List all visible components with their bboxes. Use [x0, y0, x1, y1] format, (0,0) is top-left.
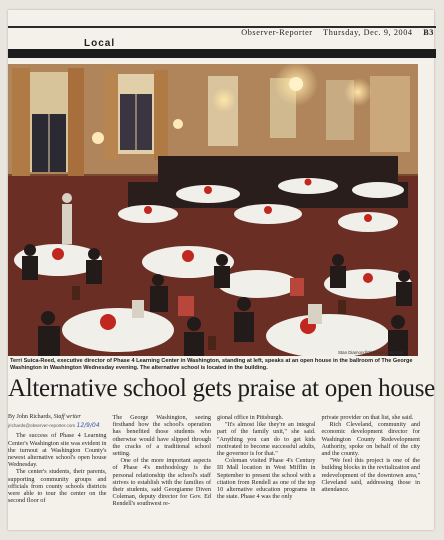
byline-name: By John Richards,	[8, 414, 53, 420]
masthead-date: Thursday, Dec. 9, 2004	[323, 28, 413, 37]
headline: Alternative school gets praise at open house	[8, 375, 435, 402]
section-label: Local	[84, 38, 116, 49]
photo-caption: Terri Suica-Reed, executive director of Phase 4 Learning Center in Washington, standing at left, speaks at an open house in the ballroom of The George Washington in Washington Wednesday evening. The alternative school is located in the building.	[10, 358, 413, 371]
paragraph: "We feel this project is one of the building blocks in the revitalization and redevelopment of the downtown area," Cleveland said, addressing those in attendance.	[321, 457, 420, 494]
top-rule	[8, 26, 436, 28]
handwritten-date: 12/9/04	[76, 422, 100, 430]
masthead-paper: Observer-Reporter	[241, 28, 313, 37]
article-column-2	[113, 414, 212, 508]
paragraph: One of the more important aspects of Phase 4's methodology is the personal relationship the school's staff strives to establish with the families of their students, said Georgianne Diven Coleman, deputy director for Gov. Ed Rendell's southwest re-	[112, 457, 211, 508]
byline-title: Staff writer	[53, 414, 81, 420]
paragraph: gional office in Pittsburgh.	[217, 414, 284, 421]
photo-credit: Stan Diamond/Observer-Reporter	[338, 350, 404, 355]
section-bar	[8, 49, 436, 58]
article-column-4	[322, 414, 421, 508]
paragraph: The success of Phase 4 Learning Center's Washington site was evident in the turnout at Washington County's newest alternative school's open house Wednesday.	[8, 432, 107, 469]
byline-email: jrichards@observer-reporter.com	[8, 423, 76, 429]
paragraph: Rich Cleveland, community and economic development director for Washington County Redevelopment Authority, spoke on behalf of the city and the county.	[321, 421, 420, 458]
paragraph: private provider on that list, she said.	[321, 414, 414, 421]
article-column-3	[217, 414, 316, 508]
ballroom-photo	[8, 64, 418, 356]
byline	[8, 414, 107, 421]
article-column-1	[8, 414, 107, 508]
paragraph: "It's almost like they're an integral part of the family unit," she said. "Anything you can do to get kids motivated to become successful adults, the governor is for that."	[217, 421, 316, 458]
masthead	[241, 28, 434, 37]
byline-email-line	[8, 422, 107, 429]
paragraph: The center's students, their parents, supporting community groups and officials from county schools districts were able to tour the center on the second floor of	[8, 468, 107, 505]
paragraph: Coleman visited Phase 4's Century III Mall location in West Mifflin in September to present the school with a citation from Rendell as one of the top 10 alternative education programs in the state. Phase 4 was the only	[217, 457, 316, 501]
paragraph: The George Washington, seeing firsthand how the school's operation has benefited those students who otherwise would have slipped through the cracks of a traditional school setting.	[112, 414, 211, 458]
article-body	[8, 414, 420, 508]
masthead-page: B3	[423, 28, 434, 37]
